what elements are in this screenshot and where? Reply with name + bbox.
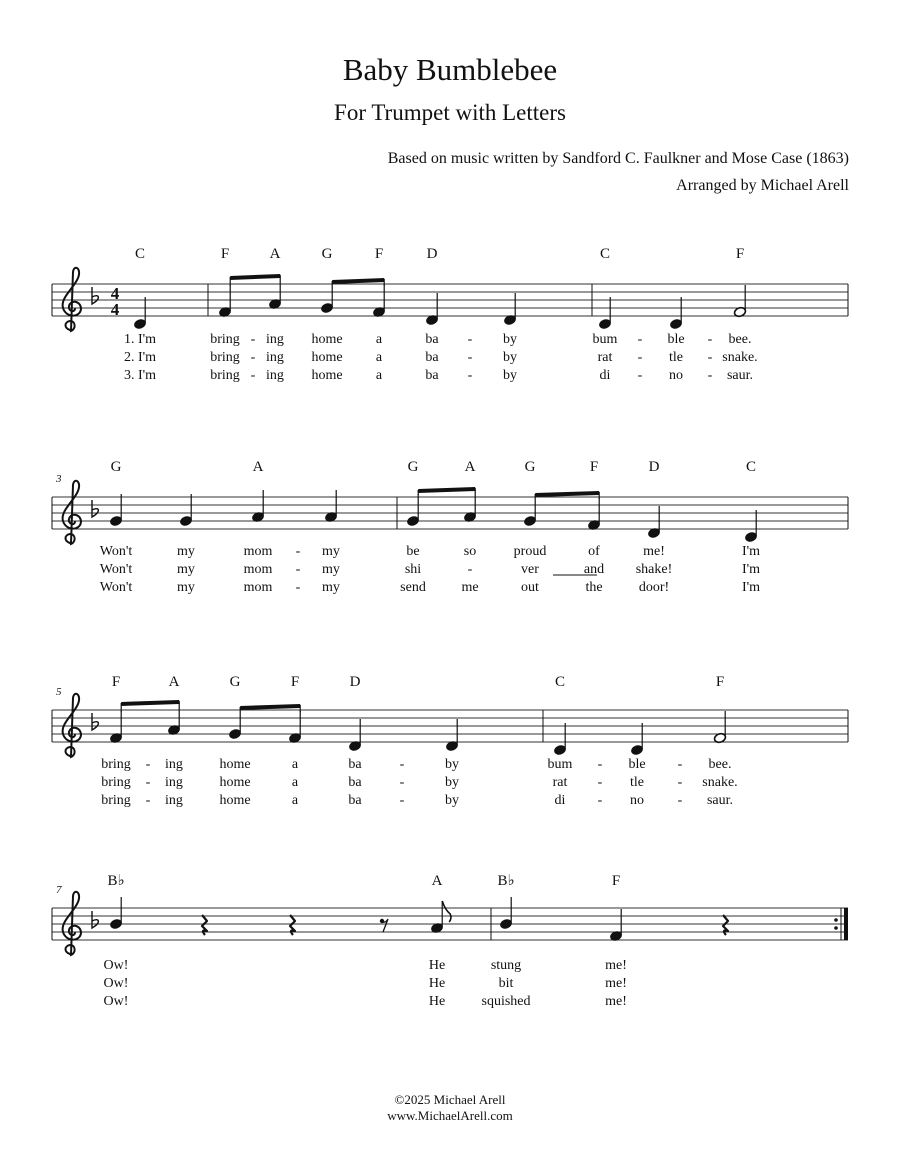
lyric-syllable: my bbox=[322, 580, 340, 595]
note-letter-label: A bbox=[269, 246, 281, 262]
lyric-syllable: home bbox=[311, 350, 343, 365]
lyric-syllable: by bbox=[445, 793, 459, 808]
lyric-syllable: I'm bbox=[741, 544, 761, 559]
lyric-syllable: - bbox=[637, 350, 643, 365]
lyric-syllable: by bbox=[503, 368, 517, 383]
lyric-syllable: He bbox=[428, 976, 446, 991]
lyric-syllable: - bbox=[399, 757, 405, 772]
lyric-syllable: bee. bbox=[708, 757, 732, 772]
repeat-dot bbox=[834, 926, 838, 930]
measure-number: 5 bbox=[56, 686, 62, 698]
lyric-syllable: by bbox=[503, 332, 517, 347]
lyric-syllable: home bbox=[219, 775, 251, 790]
lyric-syllable: me! bbox=[605, 958, 627, 973]
lyric-syllable: shi bbox=[404, 562, 422, 577]
lyric-syllable: ble bbox=[667, 332, 685, 347]
lyric-syllable: stung bbox=[490, 958, 522, 973]
note-letter-label: G bbox=[407, 459, 419, 475]
lyric-syllable: - bbox=[399, 775, 405, 790]
lyric-syllable: - bbox=[637, 368, 643, 383]
note-letter-label: C bbox=[599, 246, 611, 262]
lyric-syllable: me bbox=[461, 580, 479, 595]
lyric-syllable: home bbox=[311, 332, 343, 347]
note-letter-label: F bbox=[111, 674, 121, 690]
lyric-syllable: - bbox=[597, 757, 603, 772]
lyric-syllable: bring bbox=[210, 332, 240, 347]
lyric-syllable: shake! bbox=[635, 562, 673, 577]
lyric-syllable: di bbox=[554, 793, 566, 808]
lyric-syllable: snake. bbox=[702, 775, 738, 790]
lyric-syllable: squished bbox=[481, 994, 531, 1009]
lyric-syllable: door! bbox=[638, 580, 670, 595]
treble-clef-icon bbox=[63, 481, 81, 544]
lyric-syllable: ble bbox=[628, 757, 646, 772]
lyric-syllable: ba bbox=[348, 757, 362, 772]
beam bbox=[418, 487, 475, 493]
lyric-syllable: - bbox=[467, 368, 473, 383]
key-signature-flat-icon bbox=[92, 713, 98, 730]
eighth-flag bbox=[442, 901, 451, 922]
note-letter-label: D bbox=[648, 459, 660, 475]
lyric-syllable: bee. bbox=[728, 332, 752, 347]
lyric-syllable: bum bbox=[592, 332, 618, 347]
lyric-syllable: - bbox=[707, 350, 713, 365]
lyric-syllable: Ow! bbox=[103, 976, 129, 991]
lyric-syllable: snake. bbox=[722, 350, 758, 365]
lyric-syllable: bring bbox=[210, 368, 240, 383]
note-letter-label: G bbox=[524, 459, 536, 475]
lyric-syllable: by bbox=[445, 775, 459, 790]
key-signature-flat-icon bbox=[92, 287, 98, 304]
lyric-syllable: me! bbox=[605, 976, 627, 991]
lyric-syllable: home bbox=[219, 757, 251, 772]
lyric-syllable: mom bbox=[243, 580, 273, 595]
lyric-syllable: I'm bbox=[741, 562, 761, 577]
lyric-syllable: a bbox=[375, 368, 383, 383]
note-letter-label: C bbox=[745, 459, 757, 475]
lyric-syllable: no bbox=[630, 793, 644, 808]
note-letter-label: F bbox=[290, 674, 300, 690]
note-letter-label: A bbox=[431, 873, 443, 889]
lyric-syllable: He bbox=[428, 994, 446, 1009]
key-signature-flat-icon bbox=[92, 911, 98, 928]
lyric-syllable: a bbox=[375, 350, 383, 365]
lyric-syllable: and bbox=[583, 562, 605, 577]
lyric-syllable: by bbox=[445, 757, 459, 772]
treble-clef-icon bbox=[63, 268, 81, 331]
lyric-syllable: no bbox=[669, 368, 683, 383]
lyric-syllable: me! bbox=[643, 544, 665, 559]
lyric-syllable: saur. bbox=[726, 368, 754, 383]
based-on-credit: Based on music written by Sandford C. Faulkner and Mose Case (1863) bbox=[387, 150, 849, 167]
note-letter-label: B♭ bbox=[497, 873, 515, 889]
lyric-syllable: out bbox=[521, 580, 539, 595]
note-letter-label: D bbox=[426, 246, 438, 262]
lyric-syllable: Ow! bbox=[103, 994, 129, 1009]
lyric-syllable: - bbox=[597, 793, 603, 808]
lyric-syllable: saur. bbox=[706, 793, 734, 808]
lyric-syllable: - bbox=[295, 544, 301, 559]
lyric-syllable: proud bbox=[513, 544, 547, 559]
lyric-syllable: - bbox=[145, 775, 151, 790]
lyric-syllable: - bbox=[250, 368, 256, 383]
note-letter-label: C bbox=[554, 674, 566, 690]
note-letter-label: C bbox=[134, 246, 146, 262]
lyric-syllable: by bbox=[503, 350, 517, 365]
lyric-syllable: - bbox=[250, 350, 256, 365]
note-letter-label: F bbox=[611, 873, 621, 889]
lyric-syllable: bring bbox=[101, 775, 131, 790]
lyric-syllable: bring bbox=[101, 757, 131, 772]
note-letter-label: B♭ bbox=[107, 873, 125, 889]
lyric-syllable: rat bbox=[552, 775, 568, 790]
beam bbox=[240, 704, 300, 710]
lyric-syllable: home bbox=[311, 368, 343, 383]
lyric-syllable: - bbox=[597, 775, 603, 790]
lyric-syllable: Won't bbox=[99, 544, 133, 559]
lyric-syllable: - bbox=[467, 350, 473, 365]
footer-copyright: ©2025 Michael Arell bbox=[394, 1092, 506, 1107]
lyric-syllable: ba bbox=[425, 368, 439, 383]
lyric-syllable: my bbox=[322, 562, 340, 577]
lyric-syllable: ba bbox=[425, 350, 439, 365]
lyric-syllable: - bbox=[399, 793, 405, 808]
page-title: Baby Bumblebee bbox=[342, 52, 558, 87]
lyric-syllable: - bbox=[295, 580, 301, 595]
lyric-syllable: ing bbox=[266, 368, 284, 383]
lyric-syllable: my bbox=[177, 562, 195, 577]
note-letter-label: A bbox=[464, 459, 476, 475]
lyric-syllable: 1. I'm bbox=[123, 332, 157, 347]
page-subtitle: For Trumpet with Letters bbox=[334, 100, 566, 125]
treble-clef-icon bbox=[63, 694, 81, 757]
lyric-syllable: ing bbox=[165, 757, 183, 772]
lyric-syllable: tle bbox=[669, 350, 683, 365]
treble-clef-icon bbox=[63, 892, 81, 955]
lyric-syllable: - bbox=[707, 332, 713, 347]
note-letter-label: G bbox=[110, 459, 122, 475]
time-signature-bottom: 4 bbox=[110, 300, 120, 319]
lyric-syllable: - bbox=[677, 793, 683, 808]
lyric-syllable: Ow! bbox=[103, 958, 129, 973]
lyric-syllable: He bbox=[428, 958, 446, 973]
lyric-syllable: of bbox=[588, 544, 600, 559]
lyric-syllable: so bbox=[463, 544, 477, 559]
lyric-syllable: bring bbox=[210, 350, 240, 365]
lyric-syllable: the bbox=[585, 580, 603, 595]
lyric-syllable: - bbox=[677, 757, 683, 772]
repeat-dot bbox=[834, 918, 838, 922]
lyric-syllable: mom bbox=[243, 544, 273, 559]
note-letter-label: A bbox=[252, 459, 264, 475]
beam bbox=[332, 278, 384, 284]
lyric-syllable: ba bbox=[348, 793, 362, 808]
note-letter-label: G bbox=[229, 674, 241, 690]
lyric-syllable: - bbox=[637, 332, 643, 347]
note-letter-label: F bbox=[374, 246, 384, 262]
note-letter-label: F bbox=[220, 246, 230, 262]
lyric-syllable: - bbox=[145, 757, 151, 772]
beam bbox=[230, 274, 280, 280]
lyric-syllable: be bbox=[406, 544, 420, 559]
lyric-syllable: ing bbox=[266, 332, 284, 347]
lyric-syllable: - bbox=[677, 775, 683, 790]
lyric-syllable: tle bbox=[630, 775, 644, 790]
lyric-syllable: ing bbox=[165, 793, 183, 808]
lyric-syllable: 3. I'm bbox=[123, 368, 157, 383]
lyric-syllable: ba bbox=[348, 775, 362, 790]
lyric-syllable: a bbox=[375, 332, 383, 347]
lyric-syllable: I'm bbox=[741, 580, 761, 595]
measure-number: 7 bbox=[56, 884, 62, 896]
lyric-syllable: bum bbox=[547, 757, 573, 772]
arranger-credit: Arranged by Michael Arell bbox=[676, 177, 849, 194]
note-letter-label: A bbox=[168, 674, 180, 690]
lyric-syllable: 2. I'm bbox=[123, 350, 157, 365]
lyric-syllable: a bbox=[291, 775, 299, 790]
lyric-syllable: - bbox=[250, 332, 256, 347]
lyric-syllable: bring bbox=[101, 793, 131, 808]
note-letter-label: F bbox=[589, 459, 599, 475]
note-letter-label: F bbox=[715, 674, 725, 690]
time-signature-top: 4 bbox=[110, 284, 120, 303]
lyric-syllable: my bbox=[177, 580, 195, 595]
footer-website[interactable]: www.MichaelArell.com bbox=[387, 1108, 513, 1123]
key-signature-flat-icon bbox=[92, 500, 98, 517]
note-letter-label: D bbox=[349, 674, 361, 690]
lyric-syllable: mom bbox=[243, 562, 273, 577]
lyric-syllable: - bbox=[467, 332, 473, 347]
lyric-syllable: Won't bbox=[99, 562, 133, 577]
lyric-syllable: home bbox=[219, 793, 251, 808]
lyric-syllable: me! bbox=[605, 994, 627, 1009]
beam bbox=[121, 700, 179, 706]
note-letter-label: F bbox=[735, 246, 745, 262]
lyric-syllable: my bbox=[177, 544, 195, 559]
lyric-syllable: Won't bbox=[99, 580, 133, 595]
lyric-syllable: bit bbox=[498, 976, 514, 991]
lyric-syllable: send bbox=[400, 580, 426, 595]
lyric-syllable: a bbox=[291, 757, 299, 772]
lyric-syllable: my bbox=[322, 544, 340, 559]
lyric-syllable: - bbox=[707, 368, 713, 383]
measure-number: 3 bbox=[56, 473, 62, 485]
note-letter-label: G bbox=[321, 246, 333, 262]
end-repeat-thick-barline bbox=[844, 908, 848, 940]
lyric-syllable: ver bbox=[521, 562, 539, 577]
lyric-syllable: - bbox=[295, 562, 301, 577]
lyric-syllable: - bbox=[145, 793, 151, 808]
lyric-syllable: a bbox=[291, 793, 299, 808]
lyric-syllable: - bbox=[467, 562, 473, 577]
lyric-syllable: ba bbox=[425, 332, 439, 347]
beam bbox=[535, 491, 599, 497]
lyric-syllable: di bbox=[599, 368, 611, 383]
lyric-syllable: ing bbox=[266, 350, 284, 365]
lyric-syllable: ing bbox=[165, 775, 183, 790]
lyric-syllable: rat bbox=[597, 350, 613, 365]
